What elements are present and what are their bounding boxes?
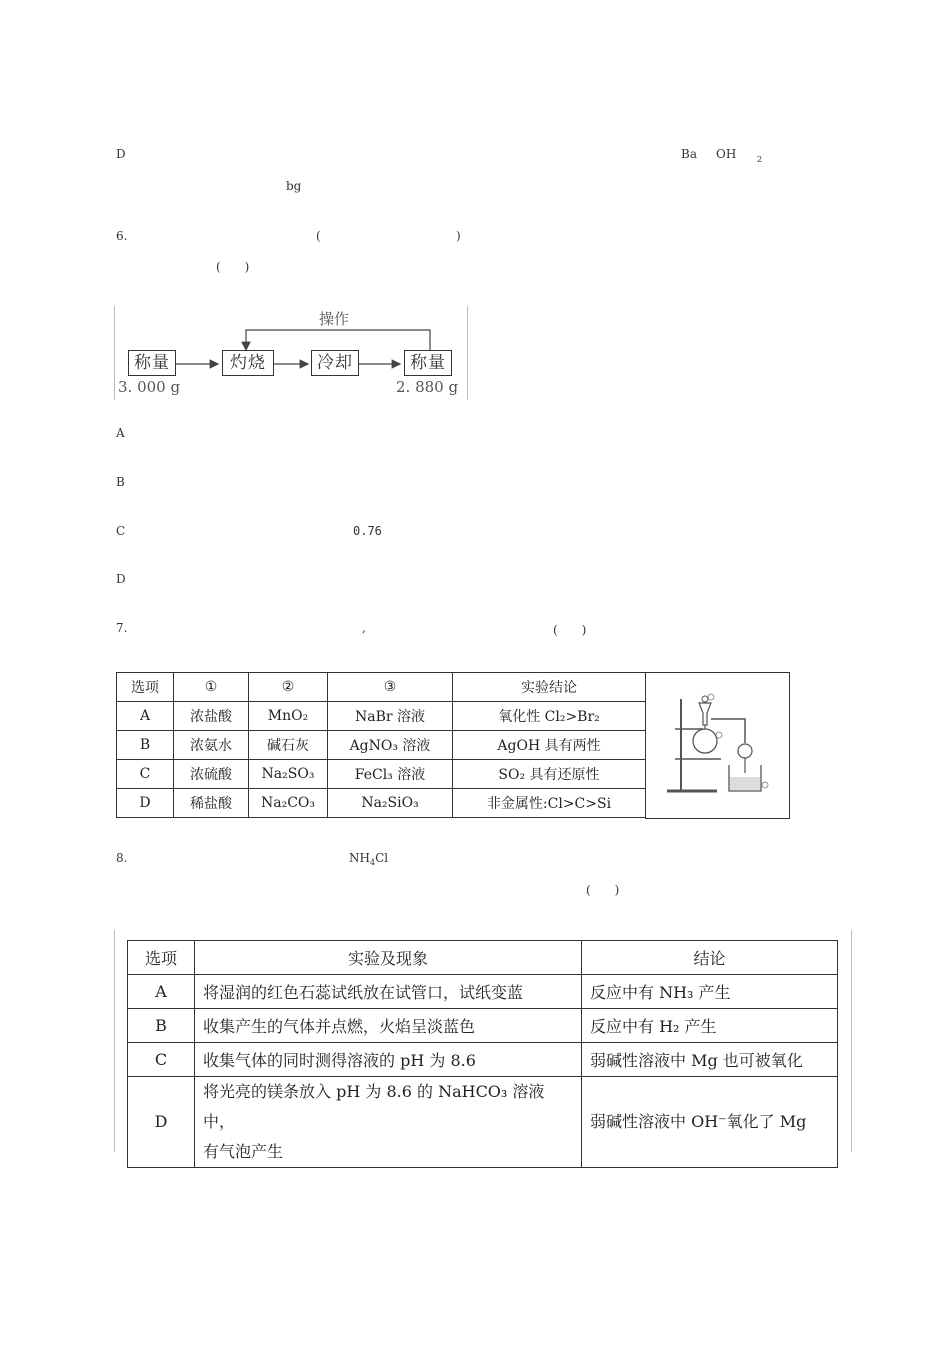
weighing-flow-diagram xyxy=(114,306,468,400)
step-weigh-2-label: 称量 xyxy=(410,353,446,373)
cell: D xyxy=(117,789,174,818)
mass-bg: bg xyxy=(286,179,302,193)
paren-close: ) xyxy=(456,229,461,243)
step-ignite xyxy=(222,350,274,376)
cell-line: 将光亮的镁条放入 pH 为 8.6 的 NaHCO₃ 溶液中， xyxy=(203,1082,545,1131)
cell: A xyxy=(128,975,195,1009)
header-cell: 实验及现象 xyxy=(195,941,582,975)
reagent-subscript: 2 xyxy=(757,155,763,164)
cell: AgOH 具有两性 xyxy=(453,731,646,760)
cell: C xyxy=(117,760,174,789)
cell: 收集气体的同时测得溶液的 pH 为 8.6 xyxy=(195,1043,582,1077)
cell: 浓氨水 xyxy=(174,731,249,760)
apparatus-icon xyxy=(645,673,789,818)
answer-paren-q8: ( ) xyxy=(586,883,620,897)
header-cell: 选项 xyxy=(128,941,195,975)
cell: A xyxy=(117,702,174,731)
table-row xyxy=(128,1009,838,1043)
cell: D xyxy=(128,1077,195,1168)
figure-edge-right xyxy=(851,930,852,1152)
step-cool-label: 冷却 xyxy=(317,353,353,373)
table-row xyxy=(117,760,646,789)
step-weigh-2 xyxy=(404,350,452,376)
option-a: A xyxy=(116,426,125,440)
formula-nh4cl xyxy=(349,851,388,867)
comma: , xyxy=(362,621,366,635)
table-row xyxy=(128,975,838,1009)
table-header-row xyxy=(117,673,646,702)
cell: 将湿润的红色石蕊试纸放在试管口，试纸变蓝 xyxy=(195,975,582,1009)
mass-start: 3. 000 g xyxy=(118,378,181,396)
cell: NaBr 溶液 xyxy=(328,702,453,731)
option-c: C xyxy=(116,524,126,538)
header-cell: ② xyxy=(249,673,328,702)
table-row xyxy=(117,702,646,731)
cell: 反应中有 NH₃ 产生 xyxy=(582,975,838,1009)
cell: B xyxy=(128,1009,195,1043)
option-c-value: 0.76 xyxy=(353,524,382,538)
step-weigh-1 xyxy=(128,350,176,376)
question-8-number: 8. xyxy=(116,851,128,865)
step-ignite-label: 灼烧 xyxy=(230,353,266,373)
question-7-number: 7. xyxy=(116,621,128,635)
formula-subscript: 4 xyxy=(369,858,376,867)
cell: SO₂ 具有还原性 xyxy=(453,760,646,789)
step-cool xyxy=(311,350,359,376)
header-cell: 结论 xyxy=(582,941,838,975)
cell: C xyxy=(128,1043,195,1077)
paren-open: ( xyxy=(316,229,321,243)
apparatus-diagram xyxy=(645,672,790,819)
loop-label: 操作 xyxy=(319,310,350,328)
cell: Na₂SiO₃ xyxy=(328,789,453,818)
answer-paren-q7: ( ) xyxy=(553,623,587,637)
question-7-table xyxy=(116,672,646,818)
header-cell: ③ xyxy=(328,673,453,702)
formula-nh: NH xyxy=(349,851,370,865)
mass-end: 2. 880 g xyxy=(396,378,459,396)
table-row xyxy=(117,789,646,818)
cell: 氧化性 Cl₂>Br₂ xyxy=(453,702,646,731)
question-7-table-area xyxy=(116,672,792,820)
question-6-number: 6. xyxy=(116,229,128,243)
formula-cl: Cl xyxy=(375,851,389,865)
header-cell: 实验结论 xyxy=(453,673,646,702)
reagent-oh: OH xyxy=(716,147,737,161)
cell: FeCl₃ 溶液 xyxy=(328,760,453,789)
cell: B xyxy=(117,731,174,760)
header-cell: 选项 xyxy=(117,673,174,702)
answer-paren-q6: ( ) xyxy=(216,260,250,274)
table-header-row xyxy=(128,941,838,975)
header-cell: ① xyxy=(174,673,249,702)
cell: 碱石灰 xyxy=(249,731,328,760)
option-d-label: D xyxy=(116,147,126,161)
table-row xyxy=(128,1077,838,1168)
reagent-ba: Ba xyxy=(681,147,697,161)
option-d: D xyxy=(116,572,126,586)
table-row xyxy=(128,1043,838,1077)
cell: 弱碱性溶液中 OH⁻氧化了 Mg xyxy=(582,1077,838,1168)
cell: Na₂SO₃ xyxy=(249,760,328,789)
cell: 收集产生的气体并点燃，火焰呈淡蓝色 xyxy=(195,1009,582,1043)
option-b: B xyxy=(116,475,125,489)
cell: Na₂CO₃ xyxy=(249,789,328,818)
cell: AgNO₃ 溶液 xyxy=(328,731,453,760)
question-8-table xyxy=(127,940,838,1168)
cell: 反应中有 H₂ 产生 xyxy=(582,1009,838,1043)
cell: 浓盐酸 xyxy=(174,702,249,731)
cell-line: 有气泡产生 xyxy=(203,1142,284,1161)
cell: 稀盐酸 xyxy=(174,789,249,818)
cell: MnO₂ xyxy=(249,702,328,731)
step-weigh-1-label: 称量 xyxy=(134,353,170,373)
table-row xyxy=(117,731,646,760)
figure-edge-left xyxy=(114,930,115,1152)
cell: 弱碱性溶液中 Mg 也可被氧化 xyxy=(582,1043,838,1077)
cell-multiline xyxy=(195,1077,582,1168)
cell: 非金属性:Cl>C>Si xyxy=(453,789,646,818)
cell: 浓硫酸 xyxy=(174,760,249,789)
